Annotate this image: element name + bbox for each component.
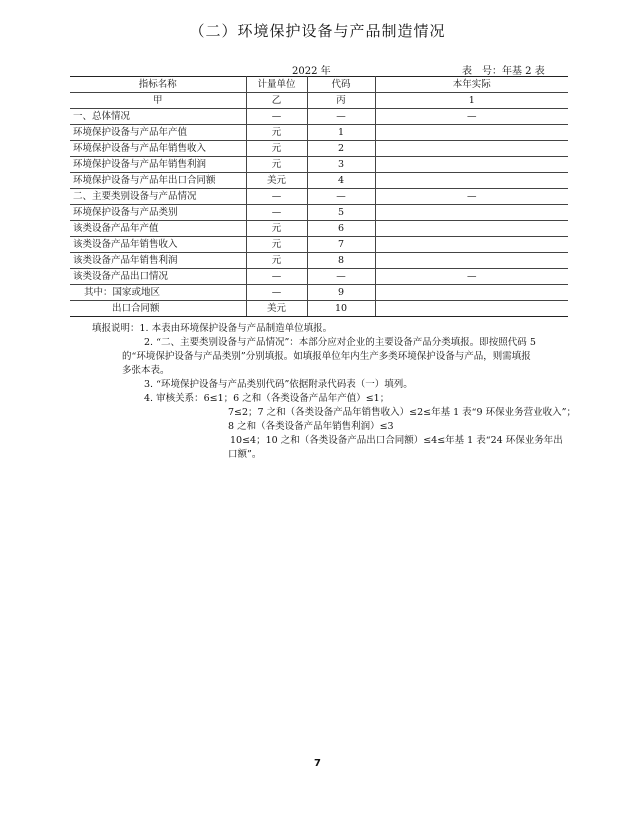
- table-row: [70, 109, 568, 125]
- note-2: [40, 336, 542, 378]
- row-value: [375, 205, 568, 221]
- note-2-text: [92, 336, 542, 378]
- row-code: —: [307, 109, 375, 125]
- note-4-line-4: 10≤4；10 之和（各类设备产品出口合同额）≤4≤年基 1 表“24 环保业务年出: [230, 435, 563, 446]
- note-4-line-2: 7≤2；7 之和（各类设备产品年销售收入）≤2≤年基 1 表“9 环保业务营业收入”；: [228, 407, 576, 418]
- row-code: —: [307, 269, 375, 285]
- row-value: [375, 141, 568, 157]
- row-unit: 美元: [246, 173, 307, 189]
- header-actual-this-year: 本年实际: [375, 77, 568, 93]
- row-value: —: [375, 269, 568, 285]
- row-value: —: [375, 109, 568, 125]
- row-unit: 元: [246, 141, 307, 157]
- row-indicator-name: 环境保护设备与产品年销售利润: [70, 157, 246, 173]
- row-indicator-name: 二、主要类别设备与产品情况: [70, 189, 246, 205]
- row-value: [375, 301, 568, 317]
- row-code: 4: [307, 173, 375, 189]
- table-row: [70, 253, 568, 269]
- page-number: 7: [314, 758, 321, 769]
- row-value: [375, 125, 568, 141]
- row-indicator-name: 该类设备产品出口情况: [70, 269, 246, 285]
- table-row: [70, 189, 568, 205]
- row-code: 10: [307, 301, 375, 317]
- note-2-line: 多张本表。: [122, 365, 170, 376]
- note-1: 填报说明：1. 本表由环境保护设备与产品制造单位填报。: [92, 323, 333, 334]
- row-code: —: [307, 189, 375, 205]
- table-row: [70, 125, 568, 141]
- table-row: [70, 157, 568, 173]
- header-unit: 计量单位: [246, 77, 307, 93]
- row-indicator-name: 环境保护设备与产品年销售收入: [70, 141, 246, 157]
- row-code: 7: [307, 237, 375, 253]
- row-indicator-name: 一、总体情况: [70, 109, 246, 125]
- row-value: [375, 173, 568, 189]
- row-code: 2: [307, 141, 375, 157]
- row-unit: 元: [246, 253, 307, 269]
- row-code: 8: [307, 253, 375, 269]
- row-value: [375, 285, 568, 301]
- row-value: [375, 253, 568, 269]
- row-indicator-name: 该类设备产品年产值: [70, 221, 246, 237]
- row-value: [375, 221, 568, 237]
- row-indicator-name: 出口合同额: [70, 301, 246, 317]
- table-row: [70, 237, 568, 253]
- row-unit: —: [246, 109, 307, 125]
- row-code: 3: [307, 157, 375, 173]
- note-3: 3. “环境保护设备与产品类别代码”依据附录代码表（一）填列。: [144, 379, 413, 390]
- table-row: [70, 285, 568, 301]
- table-row: [70, 205, 568, 221]
- header-indicator-name: 指标名称: [70, 77, 246, 93]
- table-row: [70, 269, 568, 285]
- row-unit: —: [246, 285, 307, 301]
- row-indicator-name: 其中：国家或地区: [70, 285, 246, 301]
- row-code: 5: [307, 205, 375, 221]
- filling-notes: [92, 322, 576, 462]
- row-value: [375, 157, 568, 173]
- row-code: 1: [307, 125, 375, 141]
- subheader-col1: 1: [375, 93, 568, 109]
- table-row: [70, 221, 568, 237]
- row-unit: 元: [246, 237, 307, 253]
- row-indicator-name: 该类设备产品年销售收入: [70, 237, 246, 253]
- subheader-jia: 甲: [70, 93, 246, 109]
- row-code: 9: [307, 285, 375, 301]
- row-indicator-name: 环境保护设备与产品类别: [70, 205, 246, 221]
- form-number: 表 号：年基 2 表: [462, 66, 545, 77]
- row-code: 6: [307, 221, 375, 237]
- row-indicator-name: 环境保护设备与产品年产值: [70, 125, 246, 141]
- table-row: [70, 173, 568, 189]
- report-year: 2022 年: [292, 66, 331, 77]
- note-4-line-5: 口额”。: [228, 449, 262, 460]
- note-2-line: 的“环境保护设备与产品类别”分别填报。如填报单位年内生产多类环境保护设备与产品，则需填报: [122, 351, 531, 362]
- row-unit: —: [246, 269, 307, 285]
- table-header-row: [70, 77, 568, 93]
- page-title: （二）环境保护设备与产品制造情况: [189, 22, 446, 40]
- note-2-line: 2. “二、主要类别设备与产品情况”：本部分应对企业的主要设备产品分类填报。即按照代码 5: [144, 337, 536, 348]
- row-indicator-name: 环境保护设备与产品年出口合同额: [70, 173, 246, 189]
- subheader-yi: 乙: [246, 93, 307, 109]
- row-unit: 元: [246, 221, 307, 237]
- table-row: [70, 141, 568, 157]
- row-unit: —: [246, 189, 307, 205]
- table-subheader-row: [70, 93, 568, 109]
- row-unit: 元: [246, 125, 307, 141]
- row-value: —: [375, 189, 568, 205]
- note-4-line-3: 8 之和（各类设备产品年销售利润）≤3: [228, 421, 394, 432]
- note-4: 4. 审核关系：6≤1；6 之和（各类设备产品年产值）≤1；: [144, 393, 390, 404]
- header-code: 代码: [307, 77, 375, 93]
- row-value: [375, 237, 568, 253]
- row-unit: —: [246, 205, 307, 221]
- subheader-bing: 丙: [307, 93, 375, 109]
- row-unit: 元: [246, 157, 307, 173]
- row-indicator-name: 该类设备产品年销售利润: [70, 253, 246, 269]
- data-table: [70, 76, 568, 317]
- table-row: [70, 301, 568, 317]
- row-unit: 美元: [246, 301, 307, 317]
